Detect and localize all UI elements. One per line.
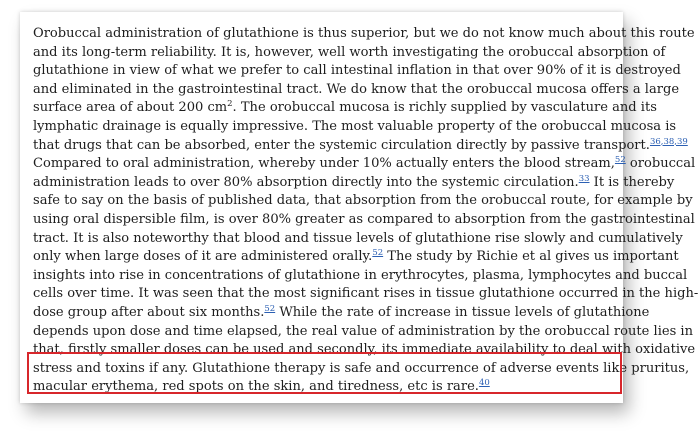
text-segment: It is thereby [589,174,675,190]
text-line: stress and toxins if any. Glutathione therapy is safe and occurrence of adverse events like pruritus, [33,360,690,376]
text-segment: dose group after about six months. [33,304,265,320]
text-line: Orobuccal administration of glutathione is thus superior, but we do not know much about this route [33,26,695,41]
text-line: and its long-term reliability. It is, however, well worth investigating the orobuccal absorption of [33,44,666,60]
text-line: cells over time. It was seen that the most significant rises in tissue glutathione occurred in the high- [33,286,698,302]
text-line: safe to say on the basis of published data, that absorption from the orobuccal route, for example by [33,193,693,209]
text-line: depends upon dose and time elapsed, the real value of administration by the orobuccal route lies in [33,323,694,339]
text-line [33,303,650,323]
reference-link[interactable]: 40 [478,378,490,389]
text-line: lymphatic drainage is equally impressive. The most valuable property of the orobuccal mucosa is [33,118,677,134]
text-line: glutathione in view of what we prefer to call intestinal inflation in that over 90% of it is destroyed [33,63,681,79]
document-page [20,12,698,403]
text-segment: While the rate of increase in tissue levels of glutathione [275,304,650,320]
text-line: that, firstly smaller doses can be used and secondly, its immediate availability to deal with oxidative [33,342,696,358]
reference-link[interactable]: 52 [372,248,384,259]
body-paragraph [33,25,698,397]
text-line: and eliminated in the gastrointestinal tract. We do know that the orobuccal mucosa offers a large [33,81,680,97]
text-line [33,155,696,174]
text-line [33,248,679,267]
text-line: tract. It is also noteworthy that blood and tissue levels of glutathione rise slowly and cumulatively [33,230,683,246]
superscript-squared: 2 [227,99,233,110]
text-line: using oral dispersible film, is over 80% greater as compared to absorption from the gastrointestinal [33,211,695,227]
text-segment: administration leads to over 80% absorption directly into the systemic circulation. [33,174,579,190]
text-segment: orobuccal [625,156,696,172]
text-line [33,136,688,156]
text-segment: macular erythema, red spots on the skin, and tiredness, etc is rare. [33,379,479,395]
text-line [33,99,657,118]
text-segment: . The orobuccal mucosa is richly supplied by vasculature and its [232,100,657,116]
reference-link[interactable]: 33 [578,173,590,184]
text-segment: surface area of about 200 cm [33,100,228,116]
reference-link[interactable]: 36,38,39 [649,136,688,147]
text-segment: that drugs that can be absorbed, enter the systemic circulation directly by passive transport. [33,137,650,153]
text-segment: Compared to oral administration, whereby under 10% actually enters the blood stream, [33,156,615,172]
reference-link[interactable]: 52 [264,303,276,314]
text-line [33,173,675,193]
text-segment: only when large doses of it are administered orally. [33,249,373,265]
text-line: insights into rise in concentrations of glutathione in erythrocytes, plasma, lymphocytes and buccal [33,267,688,283]
text-segment: The study by Richie et al gives us important [383,249,679,265]
text-line [33,378,618,397]
reference-link[interactable]: 52 [614,155,626,166]
